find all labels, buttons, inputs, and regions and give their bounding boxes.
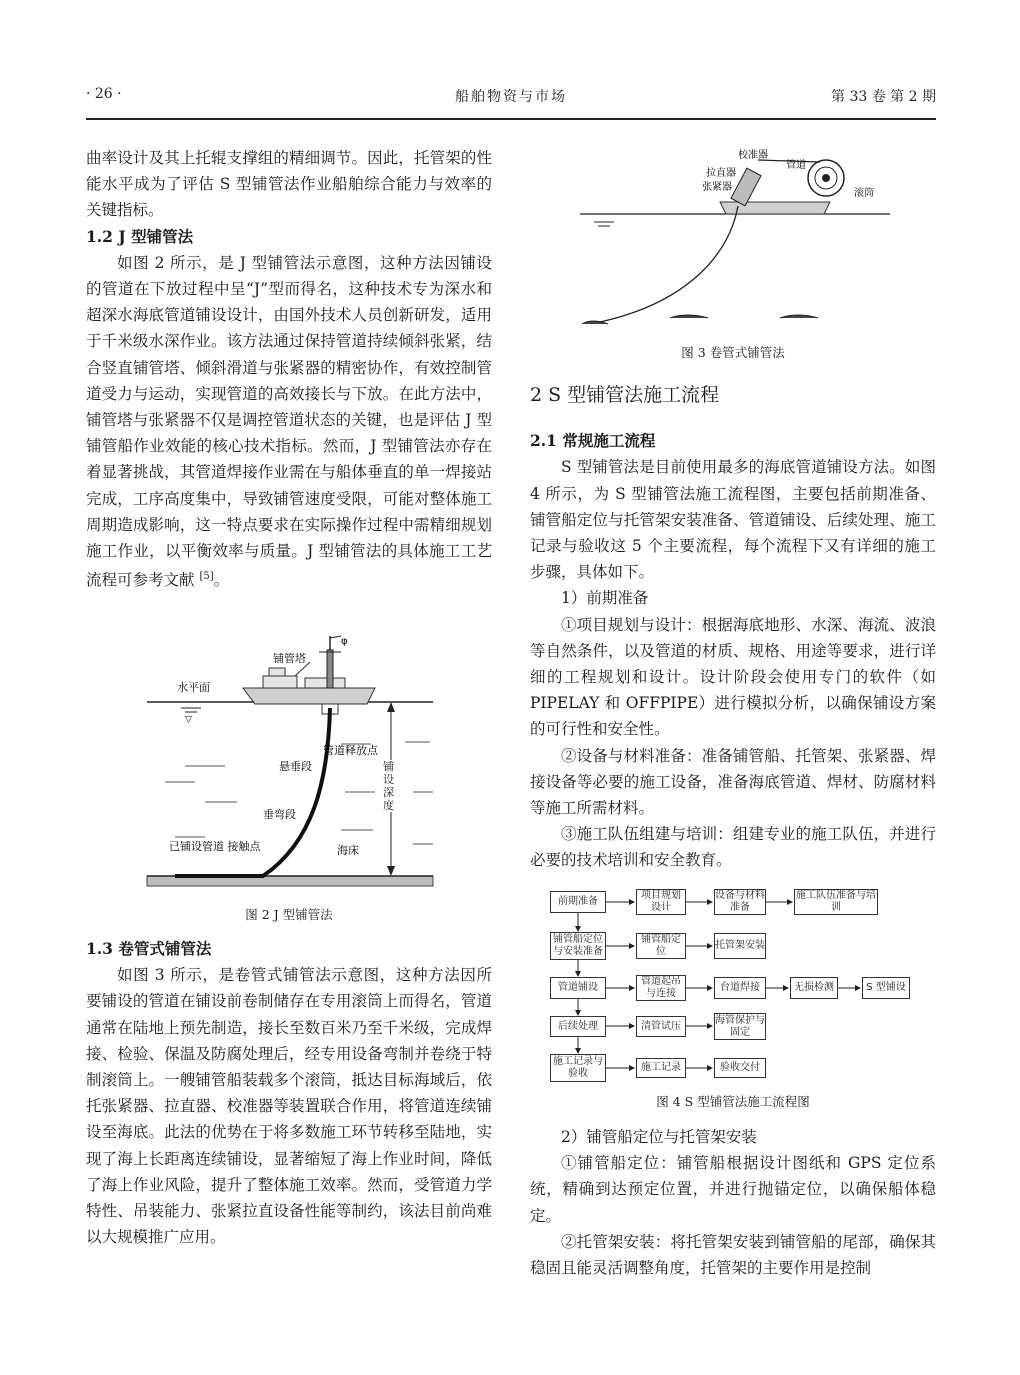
flow-box-planning: 项目规划设计 bbox=[636, 889, 686, 915]
flow-box-equipment: 设备与材料准备 bbox=[715, 890, 765, 913]
step-2-a: ①铺管船定位：铺管船根据设计图纸和 GPS 定位系统，精确到达预定位置，并进行抛锚定位，以确保船体稳定。 bbox=[530, 1154, 936, 1225]
figure-2-j-lay-diagram bbox=[145, 632, 435, 888]
left-column-bottom bbox=[86, 936, 492, 1250]
label-pipe: 管道 bbox=[786, 160, 806, 171]
flow-box-welding: 台道焊接 bbox=[714, 977, 766, 999]
label-aligner: 校准器 bbox=[738, 150, 768, 161]
figure-3-caption: 图 3 卷管式铺管法 bbox=[681, 345, 785, 360]
pipelay-vessel-icon bbox=[243, 636, 375, 714]
flow-box-protection: 海管保护与固定 bbox=[714, 1013, 766, 1040]
page-number: · 26 · bbox=[86, 86, 122, 102]
flow-box-pipelaying: 管道铺设 bbox=[550, 977, 606, 999]
section-2-1-body: S 型铺管法是目前使用最多的海底管道铺设方法。如图 4 所示，为 S 型铺管法施工流程图，主要包括前期准备、铺管船定位与托管架安装准备、管道铺设、后续处理、施工记录与验收这 5 个主要流程，每个流程下又有详细的施工步骤，具体如下。 bbox=[530, 458, 936, 582]
journal-title: 船舶物资与市场 bbox=[455, 89, 567, 105]
figure-2-caption: 图 2 J 型铺管法 bbox=[245, 907, 333, 922]
section-1-2-title: 1.2 J 型铺管法 bbox=[86, 226, 194, 246]
flow-box-lifting: 管道起吊与连接 bbox=[636, 975, 686, 1001]
flow-box-prep: 前期准备 bbox=[550, 891, 606, 913]
section-1-3-body: 如图 3 所示，是卷管式铺管法示意图，这种方法因所要铺设的管道在铺设前卷制储存在专用滚筒上而得名，管道通常在陆地上预先制造，接长至数百米乃至千米级，完成焊接、检验、保温及防腐处理后，经专用设备弯制并卷绕于特制滚筒上。一艘铺管船装载多个滚筒，抵达目标海域后，依托张紧器、拉直器、校准器等装置联合作用，将管道连续铺设至海底。此法的优势在于将多数施工环节转移至陆地，实现了海上长距离连续铺设，显著缩短了海上作业时间，降低了海上作业风险，提升了整体施工效率。然而，受管道力学特性、吊装能力、张紧拉直设备性能等制约，该法目前尚难以大规模推广应用。 bbox=[86, 966, 492, 1247]
step-1-a: ①项目规划与设计：根据海底地形、水深、海流、波浪等自然条件，以及管道的材质、规格、用途等要求，进行详细的工程规划和设计。设计阶段会使用专门的软件（如 PIPELAY 和 OFFPIPE）进行模拟分析，以确保铺设方案的可行性和安全性。 bbox=[530, 615, 936, 739]
label-straightener: 拉直器 bbox=[706, 168, 736, 179]
label-depth: 铺设深度 bbox=[383, 760, 394, 812]
figure-4-caption: 图 4 S 型铺管法施工流程图 bbox=[656, 1094, 810, 1109]
label-reel: 滚筒 bbox=[854, 188, 874, 199]
pipe-curve bbox=[600, 206, 738, 322]
flow-box-s-lay: S 型铺设 bbox=[862, 977, 910, 999]
flow-box-ndt: 无损检测 bbox=[790, 977, 838, 999]
label-tower: 铺管塔 bbox=[273, 652, 306, 665]
issue-info: 第 33 卷 第 2 期 bbox=[831, 89, 936, 105]
label-hanging: 悬垂段 bbox=[279, 760, 312, 773]
label-tensioner: 张紧器 bbox=[702, 182, 732, 193]
flow-box-records: 施工记录 bbox=[636, 1058, 686, 1078]
flow-box-post: 后续处理 bbox=[550, 1016, 606, 1037]
left-column-top bbox=[86, 145, 492, 594]
step-1-b: ②设备与材料准备：准备铺管船、托管架、张紧器、焊接设备等必要的施工设备，准备海底管道、焊材、防腐材料等施工所需材料。 bbox=[530, 746, 936, 818]
flow-box-handover: 验收交付 bbox=[714, 1058, 766, 1078]
step-1-title: 1）前期准备 bbox=[561, 589, 649, 608]
intro-paragraph: 曲率设计及其上托辊支撑组的精细调节。因此，托管架的性能水平成为了评估 S 型铺管法作业船舶综合能力与效率的关键指标。 bbox=[86, 149, 492, 220]
flow-box-vessel-positioning: 铺管船定位 bbox=[636, 933, 686, 959]
step-2-b: ②托管架安装：将托管架安装到铺管船的尾部，确保其稳固且能灵活调整角度，托管架的主要作用是控制 bbox=[530, 1232, 936, 1278]
label-seabed: 海床 bbox=[337, 844, 359, 857]
right-column-top bbox=[530, 382, 936, 874]
label-bending: 垂弯段 bbox=[263, 808, 296, 821]
label-laid-pipe: 已铺设管道 接触点 bbox=[169, 840, 261, 853]
label-release-point: 管道释放点 bbox=[323, 744, 378, 757]
section-2-1-title: 2.1 常规施工流程 bbox=[530, 431, 656, 451]
step-1-c: ③施工队伍组建与培训：组建专业的施工队伍，并进行必要的技术培训和安全教育。 bbox=[530, 825, 936, 870]
flow-box-stinger-install: 托管架安装 bbox=[714, 933, 766, 959]
figure-3-reel-lay-diagram bbox=[580, 142, 890, 332]
page-header bbox=[86, 86, 936, 110]
figure-4-flowchart bbox=[548, 886, 918, 1088]
svg-text:▽: ▽ bbox=[185, 715, 192, 725]
flow-box-team: 施工队伍准备与培训 bbox=[796, 890, 876, 913]
label-phi: φ bbox=[341, 636, 348, 647]
header-rule bbox=[86, 118, 936, 120]
step-2-title: 2）铺管船定位与托管架安装 bbox=[561, 1128, 757, 1146]
flow-box-pigging: 清管试压 bbox=[636, 1016, 686, 1037]
right-column-bottom bbox=[530, 1124, 936, 1281]
section-2-title: 2 S 型铺管法施工流程 bbox=[530, 384, 720, 406]
flow-box-records-acceptance: 施工记录与验收 bbox=[550, 1054, 606, 1082]
section-1-2-body: 如图 2 所示，是 J 型铺管法示意图，这种方法因铺设的管道在下放过程中呈“J”型而得名，这种技术专为深水和超深水海底管道铺设设计，由国外技术人员创新研发，适用于千米级水深作业。该方法通过保持管道持续倾斜张紧，结合竖直铺管塔、倾斜滑道与张紧器的精密协作，有效控制管道受力与运动，实现管道的高效接长与下放。在此方法中，铺管塔与张紧器不仅是调控管道状态的关键，也是评估 J 型铺管船作业效能的核心技术指标。然而，J 型铺管法亦存在着显著挑战，其管道焊接作业需在与船体垂直的单一焊接站完成，工序高度集中，导致铺管速度受限，可能对整体施工周期造成影响，这一特点要求在实际操作过程中需精细规划施工作业，以平衡效率与质量。J 型铺管法的具体施工工艺流程可参考文献 [5]。 bbox=[86, 253, 492, 590]
section-1-3-title: 1.3 卷管式铺管法 bbox=[86, 939, 212, 958]
reference-5[interactable]: [5] bbox=[199, 571, 214, 583]
label-water-level: 水平面 bbox=[177, 681, 210, 694]
flow-box-positioning-prep: 铺管船定位与安装准备 bbox=[550, 932, 606, 960]
